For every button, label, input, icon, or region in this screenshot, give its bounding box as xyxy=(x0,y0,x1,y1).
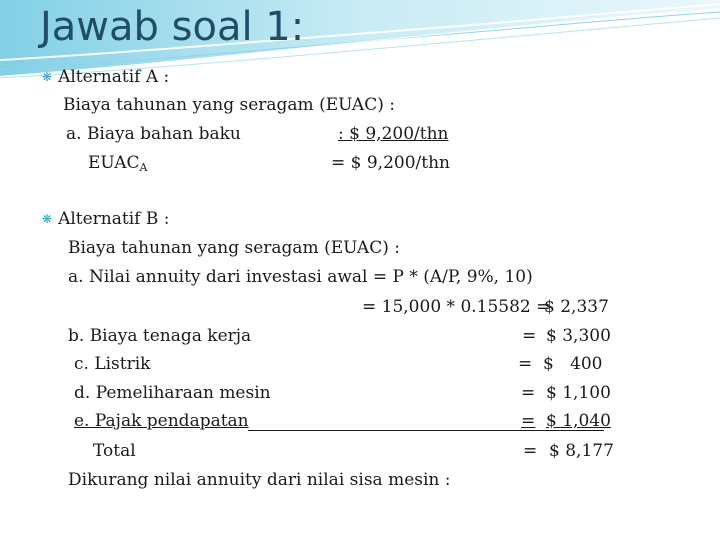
alt-b-item-c-value: $ 400 xyxy=(543,354,603,374)
alt-b-total-value: $ 8,177 xyxy=(549,441,614,461)
alt-a-heading-line xyxy=(42,66,169,89)
alt-b-heading-line xyxy=(42,208,169,231)
alt-b-item-e-label-line xyxy=(74,410,249,432)
bullet-icon: ❋ xyxy=(42,212,53,226)
equals-sign: = xyxy=(522,326,537,346)
alt-a-subheading: Biaya tahunan yang seragam (EUAC) : xyxy=(63,95,395,115)
alt-a-item-a-label: a. Biaya bahan baku xyxy=(66,124,241,144)
alt-a-euac-value: = $ 9,200/thn xyxy=(331,153,450,173)
alt-b-item-a-calc: = 15,000 * 0.15582 = xyxy=(362,297,551,317)
equals-sign: = xyxy=(521,383,536,403)
equals-sign: = xyxy=(523,441,538,461)
alt-a-heading: Alternatif A : xyxy=(58,67,170,87)
alt-b-item-d-label: d. Pemeliharaan mesin xyxy=(74,383,271,403)
alt-b-item-a-value: $ 2,337 xyxy=(544,297,609,317)
alt-b-heading: Alternatif B : xyxy=(58,209,170,229)
alt-b-item-b-value: $ 3,300 xyxy=(546,326,611,346)
alt-b-item-c-label: c. Listrik xyxy=(74,354,151,374)
bullet-icon: ❋ xyxy=(42,70,53,84)
alt-b-item-b-label: b. Biaya tenaga kerja xyxy=(68,326,252,346)
alt-b-subheading: Biaya tahunan yang seragam (EUAC) : xyxy=(68,238,400,258)
equals-sign: = xyxy=(521,411,536,431)
alt-b-footer: Dikurang nilai annuity dari nilai sisa mesin : xyxy=(68,470,451,490)
alt-a-euac-label-line xyxy=(88,152,147,179)
alt-b-item-d-value: $ 1,100 xyxy=(546,383,611,403)
alt-a-euac-label: EUAC xyxy=(88,153,140,173)
equals-sign: = xyxy=(518,354,533,374)
alt-b-item-a-label: a. Nilai annuity dari investasi awal = P * (A/P, 9%, 10) xyxy=(68,267,533,287)
alt-b-item-e-value: $ 1,040 xyxy=(546,411,611,431)
alt-a-euac-subscript: A xyxy=(139,161,148,174)
alt-b-item-e-label: e. Pajak pendapatan xyxy=(74,411,249,431)
alt-b-total-label: Total xyxy=(93,441,136,461)
alt-a-item-a-value: : $ 9,200/thn xyxy=(338,124,449,144)
slide-title: Jawab soal 1: xyxy=(40,4,305,50)
